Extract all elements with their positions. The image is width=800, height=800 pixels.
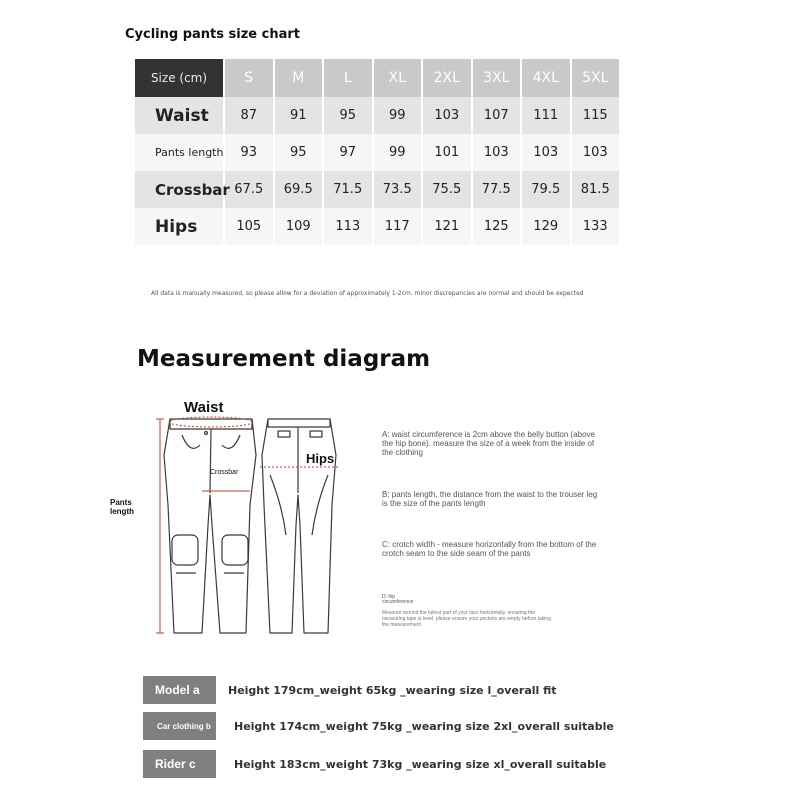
table-cell: 133 <box>572 208 622 245</box>
model-badge: Rider c <box>143 750 216 778</box>
note-hip-body: Measure around the fullest part of your hips horizontally, ensuring the measuring tape is level. please ensure your pockets are empty before taking the measurement <box>382 610 551 628</box>
size-header-cell: 3XL <box>473 59 523 97</box>
row-label: Waist <box>135 97 225 134</box>
pants-length-label: Pants length <box>110 498 134 516</box>
table-cell: 77.5 <box>473 171 523 208</box>
note-pants-length: B: pants length, the distance from the waist to the trouser leg is the size of the pants length <box>382 490 598 508</box>
table-cell: 99 <box>374 134 424 171</box>
model-description: Height 179cm_weight 65kg _wearing size l_overall fit <box>228 683 557 697</box>
table-cell: 95 <box>275 134 325 171</box>
size-header-cell: 4XL <box>522 59 572 97</box>
note-hip-title: D: hip circumference <box>382 594 414 605</box>
model-description: Height 183cm_weight 73kg _wearing size xl_overall suitable <box>234 757 607 771</box>
crossbar-label: Crossbar <box>210 469 239 476</box>
table-cell: 121 <box>423 208 473 245</box>
table-row-pants-length <box>135 134 621 171</box>
table-cell: 99 <box>374 97 424 134</box>
table-cell: 117 <box>374 208 424 245</box>
front-pants-icon <box>164 419 256 633</box>
table-cell: 111 <box>522 97 572 134</box>
table-cell: 103 <box>473 134 523 171</box>
table-cell: 105 <box>225 208 275 245</box>
hips-label: Hips <box>306 451 335 466</box>
list-item <box>143 712 614 740</box>
size-header-label: Size (cm) <box>135 59 225 97</box>
pants-illustration <box>110 395 370 645</box>
table-row-hips <box>135 208 621 245</box>
size-header-cell: XL <box>374 59 424 97</box>
measurement-diagram-title: Measurement diagram <box>137 346 431 372</box>
row-label: Pants length <box>135 134 225 171</box>
model-badge: Car clothing b <box>143 712 216 740</box>
note-crotch-width: C: crotch width - measure horizontally from the bottom of the crotch seam to the side seam of the pants <box>382 540 597 558</box>
table-cell: 79.5 <box>522 171 572 208</box>
list-item <box>143 676 557 704</box>
model-description: Height 174cm_weight 75kg _wearing size 2xl_overall suitable <box>234 719 614 733</box>
size-header-cell: L <box>324 59 374 97</box>
list-item <box>143 750 606 778</box>
table-cell: 95 <box>324 97 374 134</box>
table-row-waist <box>135 97 621 134</box>
pants-diagram <box>110 395 370 645</box>
row-label: Crossbar <box>135 171 225 208</box>
table-cell: 129 <box>522 208 572 245</box>
size-header-cell: 2XL <box>423 59 473 97</box>
note-waist: A: waist circumference is 2cm above the belly button (above the hip bone). measure the size of a week from the inside of the clothing <box>382 430 595 457</box>
size-header-cell: S <box>225 59 275 97</box>
size-header-row <box>135 59 621 97</box>
table-cell: 113 <box>324 208 374 245</box>
table-cell: 73.5 <box>374 171 424 208</box>
model-badge: Model a <box>143 676 216 704</box>
table-cell: 103 <box>522 134 572 171</box>
table-cell: 101 <box>423 134 473 171</box>
table-row-crossbar <box>135 171 621 208</box>
table-cell: 103 <box>423 97 473 134</box>
table-cell: 97 <box>324 134 374 171</box>
table-cell: 109 <box>275 208 325 245</box>
table-cell: 125 <box>473 208 523 245</box>
row-label: Hips <box>135 208 225 245</box>
size-chart-table <box>135 59 621 245</box>
size-chart-title: Cycling pants size chart <box>125 27 300 42</box>
table-cell: 107 <box>473 97 523 134</box>
table-cell: 91 <box>275 97 325 134</box>
measurement-disclaimer: All data is manually measured, so please allow for a deviation of approximately 1-2cm. minor discrepancies are normal and should be expected <box>151 290 584 297</box>
size-header-cell: 5XL <box>572 59 622 97</box>
waist-label: Waist <box>184 399 224 416</box>
table-cell: 87 <box>225 97 275 134</box>
table-cell: 67.5 <box>225 171 275 208</box>
table-cell: 69.5 <box>275 171 325 208</box>
table-cell: 93 <box>225 134 275 171</box>
table-cell: 81.5 <box>572 171 622 208</box>
table-cell: 115 <box>572 97 622 134</box>
table-cell: 71.5 <box>324 171 374 208</box>
table-cell: 75.5 <box>423 171 473 208</box>
size-header-cell: M <box>275 59 325 97</box>
table-cell: 103 <box>572 134 622 171</box>
